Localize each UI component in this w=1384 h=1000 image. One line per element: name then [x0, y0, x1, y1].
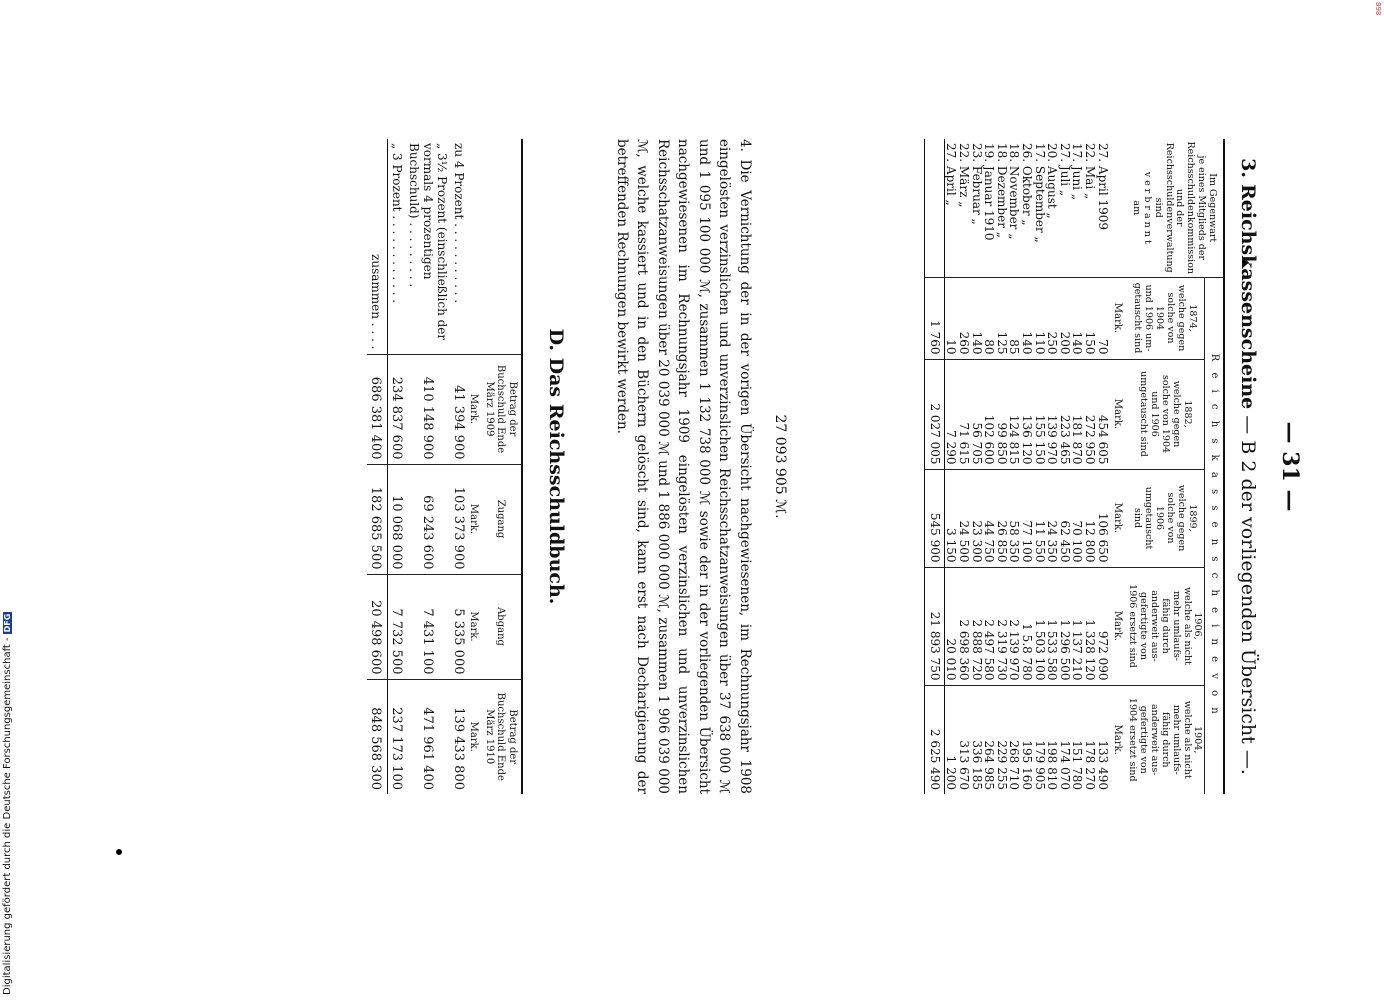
table1-col-header-line: 1899,: [1187, 504, 1199, 532]
table1-date-cell: 18. November „: [1007, 143, 1022, 240]
table2-value-cell: 7 431 100: [405, 574, 450, 679]
table1-col-header-line: umgetauscht sind: [1137, 371, 1149, 457]
table2-unit-label: Mark.: [468, 679, 481, 794]
section-3-title: [1237, 139, 1259, 794]
table1-value-cell: 1 533 580: [1046, 567, 1059, 685]
table1-col-header-line: solche von 1904: [1159, 374, 1171, 454]
reichsschuldbuch-table: [367, 139, 523, 794]
table1-value-cell: 264 985: [983, 685, 996, 794]
table1-value-cell: 151 780: [1071, 685, 1084, 794]
table1-value-cell: 58 350: [1008, 469, 1021, 567]
table1-date-cell: 26. Oktober „: [1019, 143, 1034, 226]
table1-value-cell: 11 550: [1033, 469, 1046, 567]
table1-total-cell: 1 760: [925, 277, 945, 359]
table1-value-cell: 454 605: [1096, 359, 1109, 469]
table1-col-header-line: 1906: [1154, 505, 1166, 531]
table1-value-cell: 23 300: [970, 469, 983, 567]
table1-col-header-line: 1906,: [1192, 612, 1204, 640]
table1-total-cell: 2 625 490: [925, 685, 945, 794]
table1-value-cell: 178 270: [1083, 685, 1096, 794]
table1-row-header-line: und der: [1174, 188, 1186, 227]
table2-value-cell: 10 068 000: [388, 464, 406, 574]
table-row: [1033, 139, 1046, 794]
table2-stub-header: [481, 139, 523, 354]
table1-col-header-line: fähig durch: [1159, 598, 1171, 654]
table1-value-cell: 181 870: [1071, 359, 1084, 469]
reichskassenscheine-table: [924, 139, 1225, 794]
table2-value-cell: 69 243 600: [405, 464, 450, 574]
table1-col-header-line: welche gegen: [1176, 484, 1188, 552]
table1-value-cell: 56 705: [970, 359, 983, 469]
table1-col-header-line: 1874,: [1187, 304, 1199, 332]
paragraph-4: 4. Die Vernichtung der in der vorigen Übersicht nachgewiesenen, im Rechnungsjahr 1908 eingelösten verzinslichen und unverzinslichen Reichsschatzanweisungen über 37 638 000 ℳ und 1 095 100 000 ℳ, zusammen 1 132 738 000 ℳ sowie der in der vorliegenden Übersicht nachgewiesenen im Rechnungsjahr 1909 eingelösten verzinslichen und unverzinslichen Reichsschatzanweisungen über 20 039 000 ℳ und 1 886 000 000 ℳ, zusammen 1 906 039 000 ℳ, welche kassiert und in den Büchern gelöscht sind, kann erst nach Decharigierung der betreffenden Rechnungen bewirkt werden.: [614, 139, 753, 794]
table1-value-cell: 99 850: [995, 359, 1008, 469]
table2-row-label: zu 4 Prozent . . . . . . . . . . .: [452, 143, 467, 304]
table1-value-cell: 1 5.8 780: [1020, 567, 1033, 685]
table1-date-cell: 23. Februar „: [969, 143, 984, 225]
table1-col-header-line: umgetauscht: [1143, 486, 1155, 550]
table2-col-header-line: März 1909: [484, 381, 495, 437]
table2-col-header-line: Buchschuld Ende: [495, 364, 507, 454]
table2-value-cell: 7 732 500: [388, 574, 406, 679]
table1-value-cell: 71 615: [957, 359, 970, 469]
table1-date-cell: 17. Juni „: [1070, 143, 1085, 201]
table-row: [1020, 139, 1033, 794]
table1-col-header-line: solche von: [1165, 492, 1177, 544]
table1-value-cell: 7 290: [944, 359, 957, 469]
table1-date-cell: 22. Mai „: [1082, 143, 1097, 200]
table1-value-cell: 24 500: [957, 469, 970, 567]
table1-value-cell: 80: [983, 277, 996, 359]
table1-col-header-line: 1906 ersetzt sind: [1126, 584, 1138, 668]
table1-unit-label: Mark.: [1109, 567, 1125, 685]
table1-value-cell: 10: [944, 277, 957, 359]
table-row: [1096, 139, 1109, 794]
table1-value-cell: 268 710: [1008, 685, 1021, 794]
table2-total-cell: 182 685 500: [367, 464, 388, 574]
table-row: [1046, 139, 1059, 794]
table1-col-header-line: welche gegen: [1170, 380, 1182, 448]
table2-col-header-line: Buchschuld Ende: [495, 692, 507, 781]
table1-value-cell: 77 100: [1020, 469, 1033, 567]
table1-value-cell: 70: [1096, 277, 1109, 359]
table1-date-cell: 20. August „: [1045, 143, 1060, 219]
table1-value-cell: 110: [1033, 277, 1046, 359]
table-row: [983, 139, 996, 794]
table2-col-header-line: Zugang: [495, 499, 507, 539]
table1-value-cell: 1 503 100: [1033, 567, 1046, 685]
page-number: — 31 —: [1277, 421, 1303, 512]
table1-col-header-line: getauscht sind: [1132, 282, 1144, 354]
table1-value-cell: 179 905: [1033, 685, 1046, 794]
grand-total: 27 093 905 ℳ.: [772, 414, 788, 519]
table1-col-header: [1124, 277, 1205, 359]
table1-col-header-line: und 1906 um-: [1143, 284, 1155, 352]
table1-date-cell: 22. März „: [957, 143, 972, 208]
table1-value-cell: 198 810: [1046, 685, 1059, 794]
section-d-title: D. Das Reichsschuldbuch.: [545, 328, 567, 605]
table1-value-cell: 20 010: [944, 567, 957, 685]
table1-col-header-line: welche gegen: [1176, 284, 1188, 352]
table2-value-cell: 103 373 900: [451, 464, 468, 574]
table-row: [957, 139, 970, 794]
table1-col-header-line: welche als nicht: [1181, 587, 1193, 665]
table2-col-header: [481, 354, 523, 464]
table2-col-header-line: Betrag der: [507, 381, 518, 437]
table2-value-cell: 237 173 100: [388, 679, 406, 794]
table1-value-cell: 1 296 500: [1058, 567, 1071, 685]
table2-unit-label: Mark.: [468, 574, 481, 679]
table1-value-cell: 136 120: [1020, 359, 1033, 469]
table1-date-cell: 19. Januar 1910: [982, 143, 997, 241]
table1-value-cell: 150: [1083, 277, 1096, 359]
table1-col-header-line: fähig durch: [1159, 711, 1171, 768]
table-row: [944, 139, 957, 794]
table2-col-header: [481, 574, 523, 679]
table1-total-cell: 2 027 005: [925, 359, 945, 469]
table1-date-cell: 27. April 1909: [1095, 143, 1110, 231]
table1-value-cell: 272 950: [1083, 359, 1096, 469]
dfg-logo-icon: DFG: [3, 613, 12, 633]
table1-value-cell: 1 328 120: [1083, 567, 1096, 685]
table1-col-header-line: 1882,: [1181, 400, 1193, 428]
table-row: [970, 139, 983, 794]
table2-col-header: [481, 464, 523, 574]
table1-value-cell: 972 090: [1096, 567, 1109, 685]
table-row: [1071, 139, 1084, 794]
table1-value-cell: 2 698 360: [957, 567, 970, 685]
table1-value-cell: 124 815: [1008, 359, 1021, 469]
table1-col-header: [1124, 685, 1205, 794]
section-3-heading: Reichskassenscheine: [1237, 183, 1259, 410]
table2-value-cell: 41 394 900: [451, 354, 468, 464]
funding-note: [2, 612, 13, 995]
table1-value-cell: 2 139 970: [1008, 567, 1021, 685]
table1-total-cell: 21 893 750: [925, 567, 945, 685]
table1-value-cell: 85: [1008, 277, 1021, 359]
table-row: [1083, 139, 1096, 794]
section-3-number: 3.: [1237, 158, 1259, 178]
table-row: [451, 139, 468, 794]
table1-row-header: [1124, 139, 1224, 277]
table2-col-header-line: Abgang: [495, 607, 507, 646]
table2-total-cell: 686 381 400: [367, 354, 388, 464]
table1-value-cell: 195 160: [1020, 685, 1033, 794]
table1-value-cell: 70 100: [1071, 469, 1084, 567]
table1-value-cell: 140: [970, 277, 983, 359]
table1-col-header-line: anderweit aus-: [1148, 703, 1160, 776]
table1-super-header: R e i c h s k a s s e n s c h e i n e v o n: [1205, 277, 1224, 794]
table1-value-cell: 2 888 720: [970, 567, 983, 685]
table-row: [405, 139, 450, 794]
table1-value-cell: 223 465: [1058, 359, 1071, 469]
table2-row-label: „ 3 Prozent . . . . . . . . . . . .: [390, 143, 405, 304]
table2-value-cell: 410 148 900: [405, 354, 450, 464]
table1-value-cell: 1 137 210: [1071, 567, 1084, 685]
table1-value-cell: 260: [957, 277, 970, 359]
table1-value-cell: 102 600: [983, 359, 996, 469]
table1-value-cell: 44 750: [983, 469, 996, 567]
table2-col-header-line: Betrag der: [507, 709, 518, 765]
table1-col-header-line: 1904 ersetzt sind: [1126, 697, 1138, 782]
table-row: [995, 139, 1008, 794]
table1-col-header: [1124, 469, 1205, 567]
table1-unit-label: Mark.: [1109, 277, 1125, 359]
table1-unit-label: Mark.: [1109, 469, 1125, 567]
table1-total-cell: 545 900: [925, 469, 945, 567]
table1-row-header-line: Reichsschuldenkommission: [1185, 141, 1197, 275]
table-row: [1008, 139, 1021, 794]
table2-value-cell: 471 961 400: [405, 679, 450, 794]
table1-value-cell: 133 490: [1096, 685, 1109, 794]
table1-value-cell: 139 970: [1046, 359, 1059, 469]
sidebar: [0, 0, 22, 1000]
table1-value-cell: 313 670: [957, 685, 970, 794]
section-3-subtitle: — B 2 der vorliegenden Übersicht —.: [1237, 415, 1259, 775]
ink-speck: [116, 849, 122, 855]
table1-value-cell: 125: [995, 277, 1008, 359]
table1-value-cell: 106 650: [1096, 469, 1109, 567]
table1-col-header-line: mehr umlaufs-: [1170, 591, 1182, 661]
table2-total-cell: 848 568 300: [367, 679, 388, 794]
table1-date-cell: 27. April „: [944, 143, 959, 206]
table1-row-header-line: je eines Mitglieds der: [1196, 155, 1208, 260]
table1-col-header-line: und 1906: [1148, 391, 1160, 437]
table1-col-header-line: gefertigte von: [1137, 592, 1149, 660]
table2-value-cell: 5 335 000: [451, 574, 468, 679]
table1-value-cell: 200: [1058, 277, 1071, 359]
table1-col-header-line: solche von 1904: [1154, 292, 1177, 344]
table1-value-cell: 62 450: [1058, 469, 1071, 567]
table2-unit-label: Mark.: [468, 464, 481, 574]
table2-unit-label: Mark.: [468, 354, 481, 464]
table1-value-cell: 2 497 580: [983, 567, 996, 685]
table1-date-cell: 18. Dezember „: [994, 143, 1009, 238]
table1-col-header-line: 1904,: [1192, 726, 1204, 754]
table-row: [388, 139, 406, 794]
table1-value-cell: 12 800: [1083, 469, 1096, 567]
table1-col-header: [1124, 359, 1205, 469]
table1-date-cell: 27. Juli „: [1057, 143, 1072, 197]
table1-value-cell: 155 150: [1033, 359, 1046, 469]
table1-unit-label: Mark.: [1109, 685, 1125, 794]
table1-row-header-line: Im Gegenwart: [1207, 173, 1219, 243]
table2-total-label: zusammen . . . .: [367, 139, 388, 354]
table1-value-cell: 2 319 730: [995, 567, 1008, 685]
corner-mark: 898: [1374, 2, 1382, 16]
table2-value-cell: 234 837 600: [388, 354, 406, 464]
table2-col-header-line: März 1910: [484, 709, 495, 765]
table1-value-cell: 250: [1046, 277, 1059, 359]
scanned-page: [368, 139, 1303, 794]
table1-value-cell: 3 150: [944, 469, 957, 567]
table2-col-header: [481, 679, 523, 794]
table1-row-header-line: am: [1130, 200, 1142, 216]
table1-date-cell: 17. September „: [1032, 143, 1047, 243]
table1-col-header-line: sind: [1132, 507, 1144, 529]
table1-col-header-line: anderweit aus-: [1148, 590, 1160, 662]
table2-row-label: „ 3½ Prozent (einschließlich der vormals 4 prozentigen Buchschuld) . . . . . . . . .: [406, 143, 450, 341]
table1-value-cell: 140: [1020, 277, 1033, 359]
table1-unit-label: Mark.: [1109, 359, 1125, 469]
table1-value-cell: 336 185: [970, 685, 983, 794]
table1-value-cell: 140: [1071, 277, 1084, 359]
table1-col-header-line: gefertigte von: [1137, 705, 1149, 774]
table1-row-header-line: sind: [1152, 197, 1164, 218]
table2-total-cell: 20 498 600: [367, 574, 388, 679]
table1-col-header-line: mehr umlaufs-: [1170, 704, 1182, 775]
table1-col-header-line: welche als nicht: [1181, 700, 1193, 779]
table1-value-cell: 174 070: [1058, 685, 1071, 794]
table-row: [1058, 139, 1071, 794]
table2-value-cell: 139 433 800: [451, 679, 468, 794]
table1-value-cell: 24 350: [1046, 469, 1059, 567]
funding-note-text: Digitalisierung gefördert durch die Deutsche Forschungsgemeinschaft -: [2, 637, 13, 995]
table1-row-header-line: v e r b r a n n t: [1141, 171, 1153, 244]
table1-row-header-line: Reichsschuldenverwaltung: [1163, 142, 1175, 273]
table1-value-cell: 229 255: [995, 685, 1008, 794]
table1-value-cell: 1 200: [944, 685, 957, 794]
table1-value-cell: 26 850: [995, 469, 1008, 567]
table1-col-header: [1124, 567, 1205, 685]
